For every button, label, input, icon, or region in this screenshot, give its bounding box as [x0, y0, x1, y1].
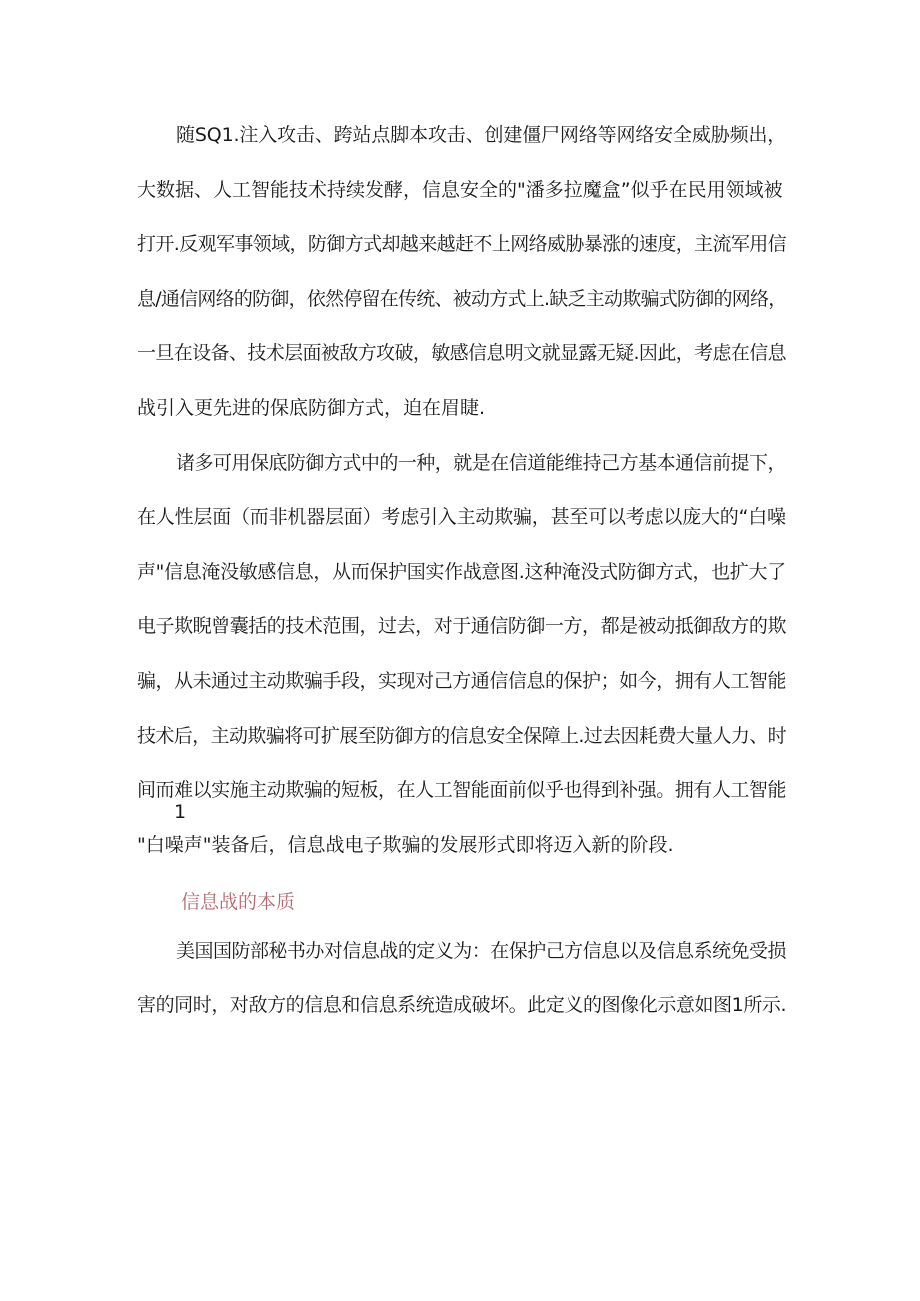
paragraph-line: 害的同时，对敌方的信息和信息系统造成破坏。此定义的图像化示意如图1所示. [137, 994, 787, 1016]
paragraph-line: 随SQ1.注入攻击、跨站点脚本攻击、创建僵尸网络等网络安全威胁频出， [176, 124, 787, 146]
paragraph-line: 美国国防部秘书办对信息战的定义为：在保护己方信息以及信息系统免受损 [176, 940, 787, 962]
paragraph-line: 间而难以实施主动欺骗的短板，在人工智能面前似乎也得到补强。拥有人工智能 [137, 779, 787, 801]
paragraph-line: 大数据、人工智能技术持续发酵，信息安全的"潘多拉魔盒”似乎在民用领域被 [137, 179, 783, 201]
section-heading: 信息战的本质 [181, 891, 296, 913]
paragraph-line: 骗，从未通过主动欺骗手段，实现对己方通信信息的保护；如今，拥有人工智能 [137, 670, 787, 692]
paragraph-line: 一旦在设备、技术层面被敌方攻破，敏感信息明文就显露无疑.因此，考虑在信息 [137, 342, 787, 364]
paragraph-line: 在人性层面（而非机器层面）考虑引入主动欺骗，甚至可以考虑以庞大的“白噪 [137, 506, 786, 528]
paragraph-line: 息/通信网络的防御，依然停留在传统、被动方式上.缺乏主动欺骗式防御的网络， [137, 288, 787, 310]
paragraph-line: 诸多可用保底防御方式中的一种，就是在信道能维持己方基本通信前提下， [176, 452, 787, 474]
paragraph-line: 技术后，主动欺骗将可扩展至防御方的信息安全保障上.过去因耗费大量人力、时 [137, 725, 787, 747]
paragraph-line: 打开.反观军事领域，防御方式却越来越赶不上网络威胁暴涨的速度，主流军用信 [137, 233, 787, 255]
paragraph-line: 电子欺睨曾囊括的技术范围，过去，对于通信防御一方，都是被动抵御敌方的欺 [137, 615, 787, 637]
page-number: 1 [174, 801, 187, 823]
paragraph-line: 战引入更先进的保底防御方式，迫在眉睫. [137, 397, 486, 419]
paragraph-line: 声"信息淹没敏感信息，从而保护国实作战意图.这种淹没式防御方式，也扩大了 [137, 561, 786, 583]
paragraph-line: "白噪声"装备后，信息战电子欺骗的发展形式即将迈入新的阶段. [137, 834, 674, 856]
